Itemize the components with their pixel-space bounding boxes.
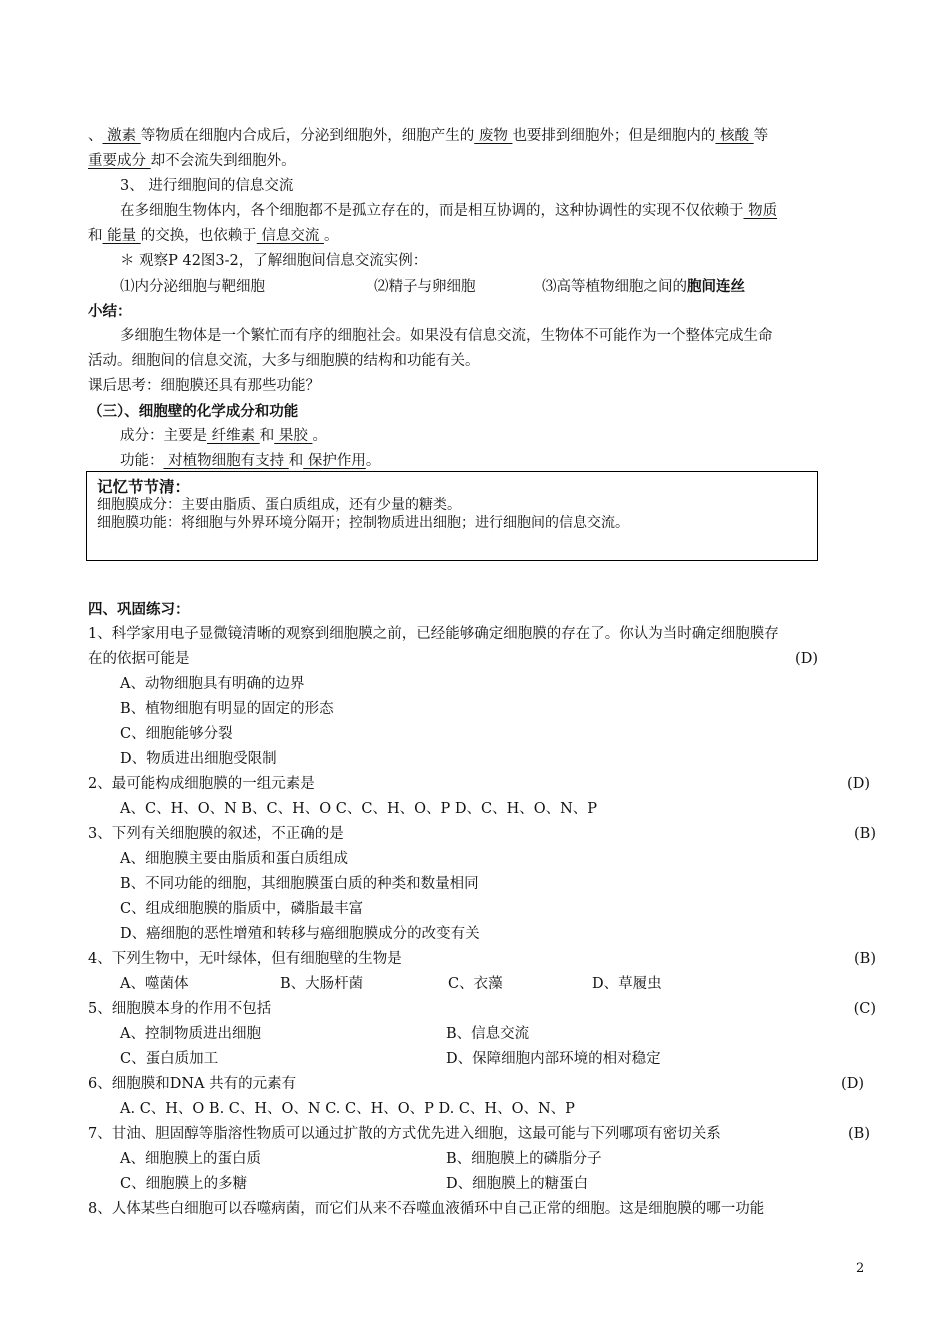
option: B、植物细胞有明显的固定的形态 bbox=[120, 701, 334, 717]
practice-title: 四、巩固练习： bbox=[88, 601, 190, 618]
blank-answer: 激素 bbox=[102, 128, 141, 144]
option-row bbox=[88, 1047, 868, 1072]
option: C、细胞膜上的多糖 bbox=[120, 1176, 248, 1192]
answer-key: (B) bbox=[854, 826, 876, 842]
after-class-question: 课后思考：细胞膜还具有那些功能？ bbox=[88, 378, 320, 394]
question-5: 5、细胞膜本身的作用不包括 (C) bbox=[88, 997, 868, 1022]
blank-answer: 重要成分 bbox=[88, 153, 151, 169]
memory-box-line: 细胞膜功能：将细胞与外界环境分隔开；控制物质进出细胞；进行细胞间的信息交流。 bbox=[97, 515, 629, 531]
blank-answer: 对植物细胞有支持 bbox=[163, 453, 289, 469]
practice-section bbox=[88, 597, 876, 1222]
option: C、蛋白质加工 bbox=[120, 1051, 219, 1067]
text-line: 在多细胞生物体内，各个细胞都不是孤立存在的，而是相互协调的，这种协调性的实现不仅依赖于 物质 bbox=[120, 203, 778, 219]
option: B、不同功能的细胞，其细胞膜蛋白质的种类和数量相同 bbox=[120, 876, 479, 892]
option-row bbox=[88, 972, 868, 997]
question-4: 4、下列生物中，无叶绿体，但有细胞壁的生物是 (B) bbox=[88, 947, 868, 972]
blank-answer: 物质 bbox=[743, 203, 778, 219]
question-1-cont: 在的依据可能是 (D) bbox=[88, 647, 868, 672]
answer-key: (D) bbox=[841, 1076, 864, 1092]
option: A、细胞膜主要由脂质和蛋白质组成 bbox=[120, 851, 348, 867]
question-6: 6、细胞膜和DNA 共有的元素有 (D) bbox=[88, 1072, 868, 1097]
option: D、细胞膜上的糖蛋白 bbox=[446, 1176, 589, 1192]
text-line: 成分：主要是 纤维素 和 果胶 。 bbox=[120, 428, 327, 444]
option: A、动物细胞具有明确的边界 bbox=[120, 676, 305, 692]
text-line: 和 能量 的交换，也依赖于 信息交流 。 bbox=[88, 228, 339, 244]
option-row bbox=[88, 1022, 868, 1047]
blank-answer: 核酸 bbox=[715, 128, 754, 144]
question-1: 1、科学家用电子显微镜清晰的观察到细胞膜之前，已经能够确定细胞膜的存在了。你认为当时确定细胞膜存 bbox=[88, 626, 779, 642]
option: A、细胞膜上的蛋白质 bbox=[120, 1151, 261, 1167]
option-row bbox=[88, 1147, 868, 1172]
example-item: ⑵精子与卵细胞 bbox=[374, 279, 476, 295]
question-3: 3、下列有关细胞膜的叙述，不正确的是 (B) bbox=[88, 822, 868, 847]
question-7: 7、甘油、胆固醇等脂溶性物质可以通过扩散的方式优先进入细胞，这最可能与下列哪项有密切关系 (B) bbox=[88, 1122, 868, 1147]
option: C、组成细胞膜的脂质中，磷脂最丰富 bbox=[120, 901, 364, 917]
option: C、细胞能够分裂 bbox=[120, 726, 233, 742]
question-2: 2、最可能构成细胞膜的一组元素是 (D) bbox=[88, 772, 868, 797]
memory-box bbox=[86, 471, 818, 561]
example-item: ⑶高等植物细胞之间的 bbox=[542, 279, 687, 295]
memory-box-title: 记忆节节清： bbox=[97, 478, 191, 496]
option: B、细胞膜上的磷脂分子 bbox=[446, 1151, 602, 1167]
memory-box-line: 细胞膜成分：主要由脂质、蛋白质组成，还有少量的糖类。 bbox=[97, 497, 461, 513]
option: C、衣藻 bbox=[448, 976, 503, 992]
answer-key: (B) bbox=[848, 1126, 870, 1142]
example-item-bold: 胞间连丝 bbox=[687, 278, 745, 295]
text-line: 功能： 对植物细胞有支持 和 保护作用。 bbox=[120, 453, 381, 469]
examples-line bbox=[88, 274, 868, 299]
text-line: 重要成分 却不会流失到细胞外。 bbox=[88, 153, 296, 169]
blank-answer: 纤维素 bbox=[207, 428, 260, 444]
blank-answer: 废物 bbox=[474, 128, 513, 144]
answer-key: (C) bbox=[853, 1001, 876, 1017]
summary-text: 活动。细胞间的信息交流，大多与细胞膜的结构和功能有关。 bbox=[88, 353, 480, 369]
option-row: A. C、H、O B. C、H、O、N C. C、H、O、P D. C、H、O、N、P bbox=[120, 1101, 575, 1117]
text-line: 、 激素 等物质在细胞内合成后，分泌到细胞外，细胞产生的 废物 也要排到细胞外；但是细胞内的 核酸 等 bbox=[88, 128, 769, 144]
option: A、噬菌体 bbox=[120, 976, 189, 992]
option: D、草履虫 bbox=[592, 976, 662, 992]
section-heading: （三）、细胞壁的化学成分和功能 bbox=[88, 403, 299, 420]
option: B、信息交流 bbox=[446, 1026, 530, 1042]
blank-answer: 保护作用 bbox=[303, 453, 366, 469]
option: B、大肠杆菌 bbox=[280, 976, 364, 992]
option: D、保障细胞内部环境的相对稳定 bbox=[446, 1051, 661, 1067]
answer-key: (D) bbox=[847, 776, 870, 792]
answer-key: (D) bbox=[795, 651, 818, 667]
document-body bbox=[88, 124, 868, 474]
answer-key: (B) bbox=[854, 951, 876, 967]
question-8: 8、人体某些白细胞可以吞噬病菌，而它们从来不吞噬血液循环中自己正常的细胞。这是细胞膜的哪一功能 bbox=[88, 1201, 765, 1217]
option: D、物质进出细胞受限制 bbox=[120, 751, 277, 767]
section-heading: 3、 进行细胞间的信息交流 bbox=[120, 178, 294, 194]
option: A、控制物质进出细胞 bbox=[120, 1026, 261, 1042]
summary-title: 小结： bbox=[88, 303, 132, 320]
blank-answer: 信息交流 bbox=[256, 228, 324, 244]
page-number: 2 bbox=[856, 1261, 865, 1276]
example-item: ⑴内分泌细胞与靶细胞 bbox=[120, 279, 265, 295]
option: D、癌细胞的恶性增殖和转移与癌细胞膜成分的改变有关 bbox=[120, 926, 480, 942]
blank-answer: 能量 bbox=[102, 228, 141, 244]
option-row: A、C、H、O、N B、C、H、O C、C、H、O、P D、C、H、O、N、P bbox=[120, 801, 598, 817]
blank-answer: 果胶 bbox=[274, 428, 313, 444]
observation-note: ＊ 观察P 42图3-2，了解细胞间信息交流实例： bbox=[120, 253, 428, 269]
summary-text: 多细胞生物体是一个繁忙而有序的细胞社会。如果没有信息交流，生物体不可能作为一个整体完成生命 bbox=[120, 328, 773, 344]
option-row bbox=[88, 1172, 868, 1197]
